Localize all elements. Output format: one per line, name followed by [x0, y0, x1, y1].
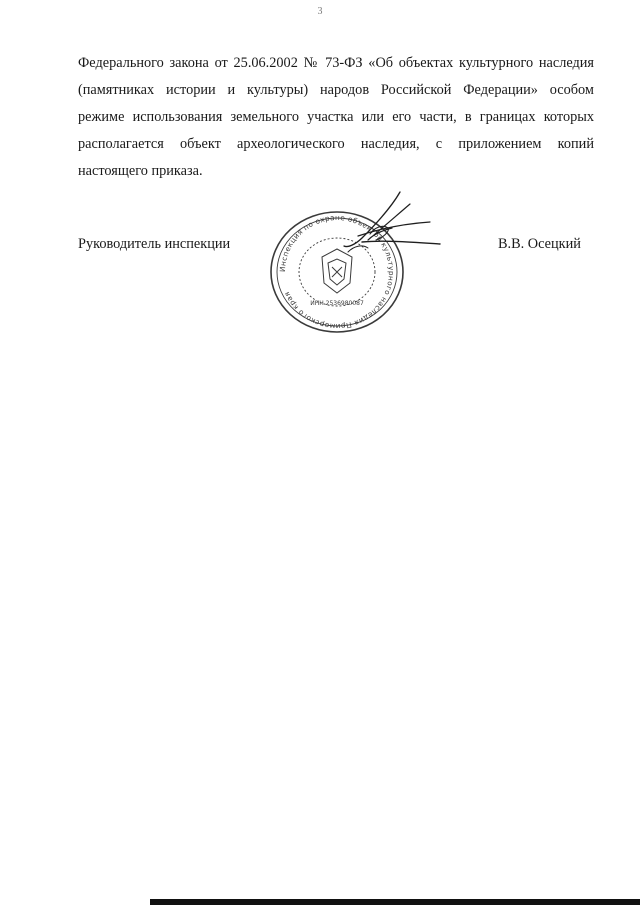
body-line-1: Федерального закона от 25.06.2002 № 73-ФЗ «Об объектах культурного наследия — [78, 55, 594, 71]
body-line-3: режиме использования земельного участка или его части, в границах которых — [78, 109, 594, 125]
seal-outer-text: Инспекция по охране объектов культурного наследия Приморского края — [277, 212, 397, 332]
body-line-2: (памятниках истории и культуры) народов Российской Федерации» особом — [78, 82, 594, 98]
scan-edge-border — [150, 899, 640, 905]
signature-title: Руководитель инспекции — [78, 236, 231, 252]
seal-inner-text: ИНН 2536980087 — [310, 300, 364, 307]
body-paragraph — [78, 50, 594, 185]
handwritten-signature — [318, 188, 448, 268]
body-line-5: настоящего приказа. — [78, 163, 203, 179]
signature-name: В.В. Осецкий — [498, 236, 581, 252]
page-number: 3 — [317, 6, 323, 17]
body-line-4: располагается объект археологического наследия, с приложением копий — [78, 136, 594, 152]
